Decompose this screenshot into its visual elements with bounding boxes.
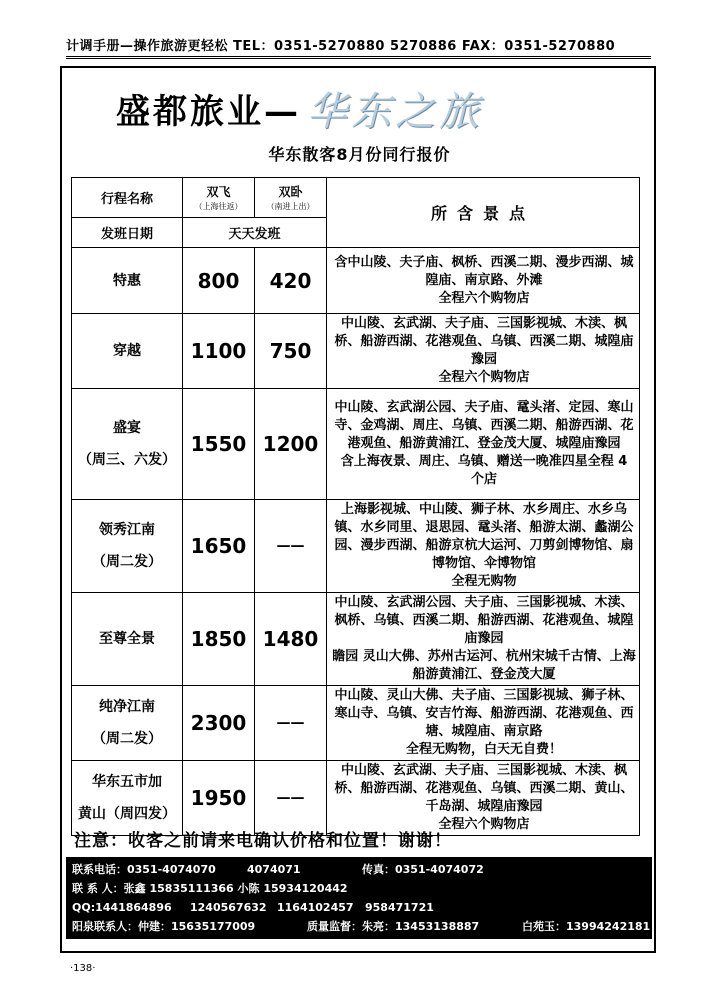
flight-price: 2300	[183, 686, 255, 761]
table-row	[72, 389, 640, 500]
route-name: 盛宴 （周三、六发）	[72, 389, 183, 500]
flight-price: 1650	[183, 500, 255, 593]
header-date: 发班日期	[72, 218, 183, 248]
spots-cell: 中山陵、玄武湖公园、夫子庙、三国影视城、木渎、枫桥、乌镇、西溪二期、船游西湖、花港观鱼、城隍庙豫园 瞻园 灵山大佛、苏州古运河、杭州宋城千古情、上海船游黄浦江、登金茂大厦	[327, 593, 640, 686]
contact-box	[66, 857, 652, 939]
header-flight-note: （上海往返）	[194, 201, 243, 211]
route-name: 特惠	[72, 248, 183, 314]
contact-row-persons	[72, 879, 646, 898]
table-row	[72, 314, 640, 389]
qq-4: 958471721	[365, 901, 434, 914]
header-contact-line: 计调手册—操作旅游更轻松 TEL：0351-5270880 5270886 FAX：0351-5270880	[66, 35, 651, 59]
sleeper-price: 1480	[255, 593, 327, 686]
sleeper-price: 750	[255, 314, 327, 389]
flight-price: 800	[183, 248, 255, 314]
header-flight-label: 双飞	[206, 184, 231, 199]
fax: 传真：0351-4074072	[362, 863, 484, 876]
route-name: 华东五市加 黄山（周四发）	[72, 761, 183, 836]
spots-cell: 中山陵、玄武湖、夫子庙、三国影视城、木渎、枫桥、船游西湖、花港观鱼、乌镇、西溪二期、黄山、千岛湖、城隍庙豫园 全程六个购物店	[327, 761, 640, 836]
header-flight	[183, 178, 255, 218]
spots-cell: 中山陵、玄武湖公园、夫子庙、鼋头渚、定园、寒山寺、金鸡湖、周庄、乌镇、西溪二期、船游西湖、花港观鱼、船游黄浦江、登金茂大厦、城隍庙豫园 含上海夜景、周庄、乌镇、赠送一晚准四星全程 4 个店	[327, 389, 640, 500]
header-sleeper	[255, 178, 327, 218]
table-row	[72, 686, 640, 761]
contact-persons: 联 系 人：张鑫 15835111366 小陈 15934120442	[72, 882, 348, 895]
sleeper-price: ——	[255, 761, 327, 836]
tour-name-logo: 华东之旅	[307, 89, 483, 135]
sleeper-price: ——	[255, 500, 327, 593]
phone-2: 4074071	[247, 863, 301, 876]
spots-cell: 上海影视城、中山陵、狮子林、水乡周庄、水乡乌镇、水乡同里、退思园、鼋头渚、船游太湖、蠡湖公园、漫步西湖、船游京杭大运河、刀剪剑博物馆、扇博物馆、伞博物馆 全程无购物	[327, 500, 640, 593]
sleeper-price: ——	[255, 686, 327, 761]
spots-cell: 中山陵、灵山大佛、夫子庙、三国影视城、狮子林、寒山寺、乌镇、安吉竹海、船游西湖、花港观鱼、西塘、城隍庙、南京路 全程无购物，白天无自费！	[327, 686, 640, 761]
date-value: 天天发班	[183, 218, 327, 248]
baiyuan-contact: 白苑玉：13994242181	[522, 920, 651, 933]
flight-price: 1850	[183, 593, 255, 686]
spots-cell: 含中山陵、夫子庙、枫桥、西溪二期、漫步西湖、城隍庙、南京路、外滩 全程六个购物店	[327, 248, 640, 314]
quality-supervisor: 质量监督：朱亮：13453138887	[307, 920, 480, 933]
phone: 联系电话：0351-4074070	[72, 863, 216, 876]
table-row	[72, 593, 640, 686]
contact-row-managers	[72, 917, 651, 936]
route-name: 穿越	[72, 314, 183, 389]
table-row	[72, 761, 640, 836]
route-name: 纯净江南 （周二发）	[72, 686, 183, 761]
sleeper-price: 1200	[255, 389, 327, 500]
page-number: ·138·	[70, 963, 96, 974]
header-sleeper-note: （南进上出）	[266, 201, 315, 211]
route-name: 至尊全景	[72, 593, 183, 686]
qq-2: 1240567632	[190, 901, 267, 914]
route-name: 领秀江南 （周二发）	[72, 500, 183, 593]
spots-cell: 中山陵、玄武湖、夫子庙、三国影视城、木渎、枫桥、船游西湖、花港观鱼、乌镇、西溪二期、城隍庙豫园 全程六个购物店	[327, 314, 640, 389]
notice-text: 注意：收客之前请来电确认价格和位置！谢谢！	[74, 831, 452, 851]
header-spots: 所含景点	[327, 178, 640, 248]
qq-3: 1164102457	[277, 901, 354, 914]
flight-price: 1100	[183, 314, 255, 389]
yangquan-contact: 阳泉联系人：仲建：15635177009	[72, 920, 256, 933]
contact-row-phone	[72, 860, 646, 879]
flight-price: 1550	[183, 389, 255, 500]
contact-row-qq	[72, 898, 646, 917]
page-title: 华东散客8月份同行报价	[268, 145, 451, 164]
brand-title	[116, 80, 483, 137]
header-sleeper-label: 双卧	[278, 184, 303, 199]
sleeper-price: 420	[255, 248, 327, 314]
header-route: 行程名称	[72, 178, 183, 218]
company-name: 盛都旅业—	[116, 92, 301, 132]
qq-1: QQ:1441864896	[72, 901, 172, 914]
table-row	[72, 248, 640, 314]
flight-price: 1950	[183, 761, 255, 836]
table-row	[72, 500, 640, 593]
price-table	[71, 177, 640, 836]
